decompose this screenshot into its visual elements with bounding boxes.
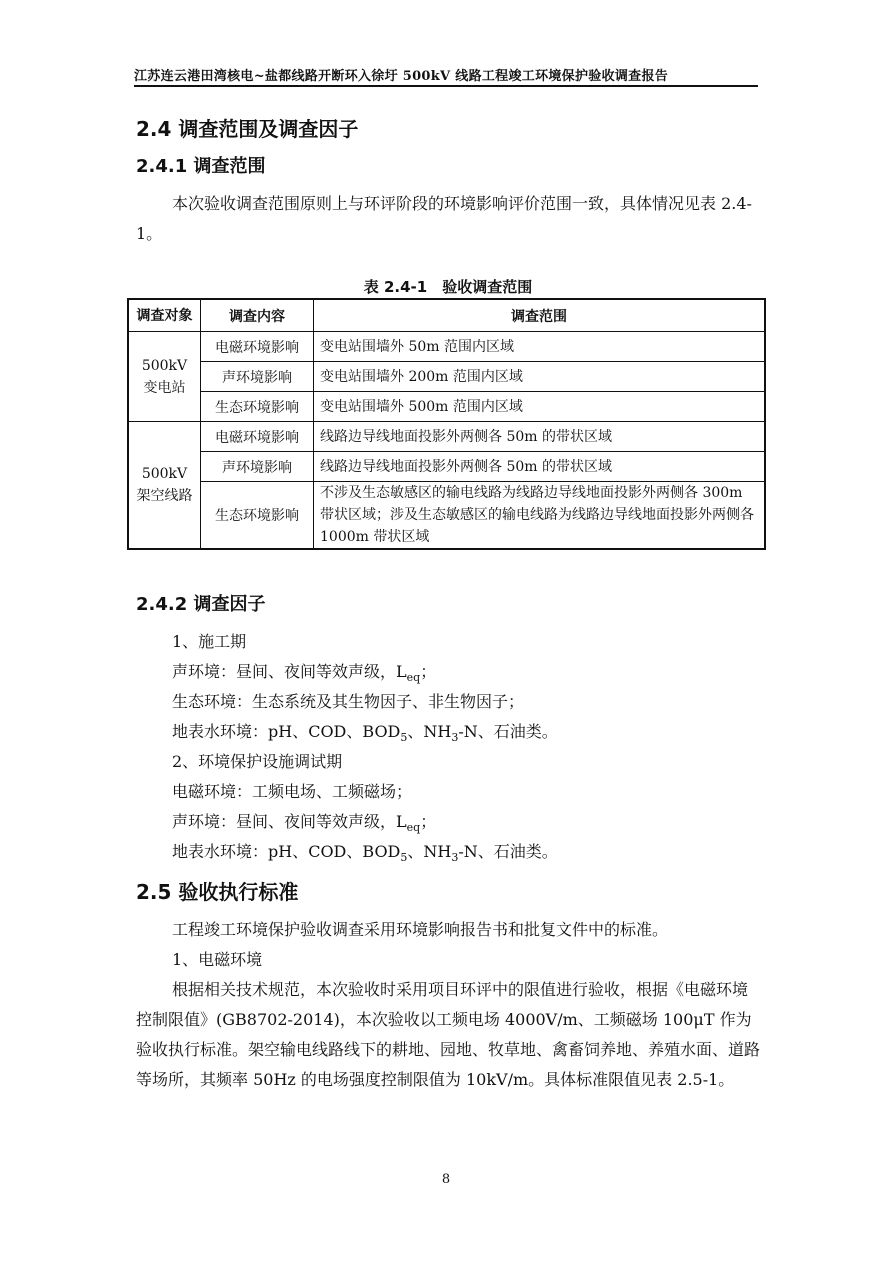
page-number: 8 xyxy=(441,1172,451,1187)
standards-intro: 工程竣工环境保护验收调查采用环境影响报告书和批复文件中的标准。 xyxy=(172,920,669,939)
text-run: 地表水环境：pH、COD、BOD xyxy=(172,842,401,861)
header-cell-content: 调查内容 xyxy=(201,299,314,332)
construction-period-label: 1、施工期 xyxy=(172,632,247,651)
range-cell: 不涉及生态敏感区的输电线路为线路边导线地面投影外两侧各 300m 带状区域；涉及生态敏感区的输电线路为线路边导线地面投影外两侧各 1000m 带状区域 xyxy=(314,482,766,550)
object-cell-overhead-line xyxy=(128,422,201,550)
range-cell: 线路边导线地面投影外两侧各 50m 的带状区域 xyxy=(314,422,766,452)
object-cell-substation xyxy=(128,332,201,422)
header-cell-object: 调查对象 xyxy=(128,299,201,332)
scope-paragraph: 本次验收调查范围原则上与环评阶段的环境影响评价范围一致，具体情况见表 2.4-1。 xyxy=(136,194,752,243)
text-run: ； xyxy=(420,812,437,831)
subscript: eq xyxy=(406,821,421,835)
content-cell: 电磁环境影响 xyxy=(201,422,314,452)
subscript: 3 xyxy=(451,731,459,745)
text-run: 声环境：昼间、夜间等效声级，L xyxy=(172,662,407,681)
subscript: eq xyxy=(406,671,421,685)
content-cell: 生态环境影响 xyxy=(201,392,314,422)
table-row xyxy=(128,392,765,422)
construction-ecology-factor: 生态环境：生态系统及其生物因子、非生物因子； xyxy=(172,692,525,711)
range-cell: 变电站围墙外 50m 范围内区域 xyxy=(314,332,766,362)
text-run: 、NH xyxy=(407,842,452,861)
content-cell: 声环境影响 xyxy=(201,452,314,482)
subscript: 5 xyxy=(400,851,408,865)
object-line: 500kV xyxy=(141,357,188,374)
running-header: 江苏连云港田湾核电~盐都线路开断环入徐圩 500kV 线路工程竣工环境保护验收调查报告 xyxy=(134,65,758,87)
range-cell: 变电站围墙外 200m 范围内区域 xyxy=(314,362,766,392)
header-rule xyxy=(134,85,758,87)
text-run: -N、石油类。 xyxy=(458,722,558,741)
content-cell: 电磁环境影响 xyxy=(201,332,314,362)
scope-table xyxy=(127,298,766,550)
text-run: 声环境：昼间、夜间等效声级，L xyxy=(172,812,407,831)
subsection-title-2-4-1: 2.4.1 调查范围 xyxy=(136,156,266,177)
content-cell: 声环境影响 xyxy=(201,362,314,392)
table-caption: 表 2.4-1 验收调查范围 xyxy=(363,278,533,296)
header-cell-range: 调查范围 xyxy=(314,299,766,332)
object-line: 变电站 xyxy=(143,379,186,396)
content-cell: 生态环境影响 xyxy=(201,482,314,550)
object-line: 架空线路 xyxy=(136,488,193,504)
em-standard-paragraph: 根据相关技术规范，本次验收时采用项目环评中的限值进行验收，根据《电磁环境控制限值》(GB8702-2014)，本次验收以工频电场 4000V/m、工频磁场 100μT 作为验收执行标准。架空输电线路线下的耕地、园地、牧草地、禽畜饲养地、养殖水面、道路等场所，其频率 50Hz 的电场强度控制限值为 10kV/m。具体标准限值见表 2.5-1。 xyxy=(136,980,761,1089)
subsection-title-2-4-2: 2.4.2 调查因子 xyxy=(136,594,266,615)
range-cell: 变电站围墙外 500m 范围内区域 xyxy=(314,392,766,422)
range-cell: 线路边导线地面投影外两侧各 50m 的带状区域 xyxy=(314,452,766,482)
text-run: ； xyxy=(420,662,437,681)
object-line: 500kV xyxy=(141,466,188,482)
subscript: 3 xyxy=(451,851,459,865)
table-row xyxy=(128,332,765,362)
table-header-row xyxy=(128,299,765,332)
table-row xyxy=(128,452,765,482)
section-title-2-4: 2.4 调查范围及调查因子 xyxy=(136,117,359,141)
trial-em-factor: 电磁环境：工频电场、工频磁场； xyxy=(172,782,413,801)
subscript: 5 xyxy=(400,731,408,745)
table-row xyxy=(128,362,765,392)
table-row xyxy=(128,482,765,550)
table-row xyxy=(128,422,765,452)
text-run: -N、石油类。 xyxy=(458,842,558,861)
trial-water-factor xyxy=(172,837,558,873)
text-run: 、NH xyxy=(407,722,452,741)
text-run: 地表水环境：pH、COD、BOD xyxy=(172,722,401,741)
section-title-2-5: 2.5 验收执行标准 xyxy=(136,880,299,904)
em-environment-label: 1、电磁环境 xyxy=(172,950,263,969)
trial-period-label: 2、环境保护设施调试期 xyxy=(172,752,343,771)
